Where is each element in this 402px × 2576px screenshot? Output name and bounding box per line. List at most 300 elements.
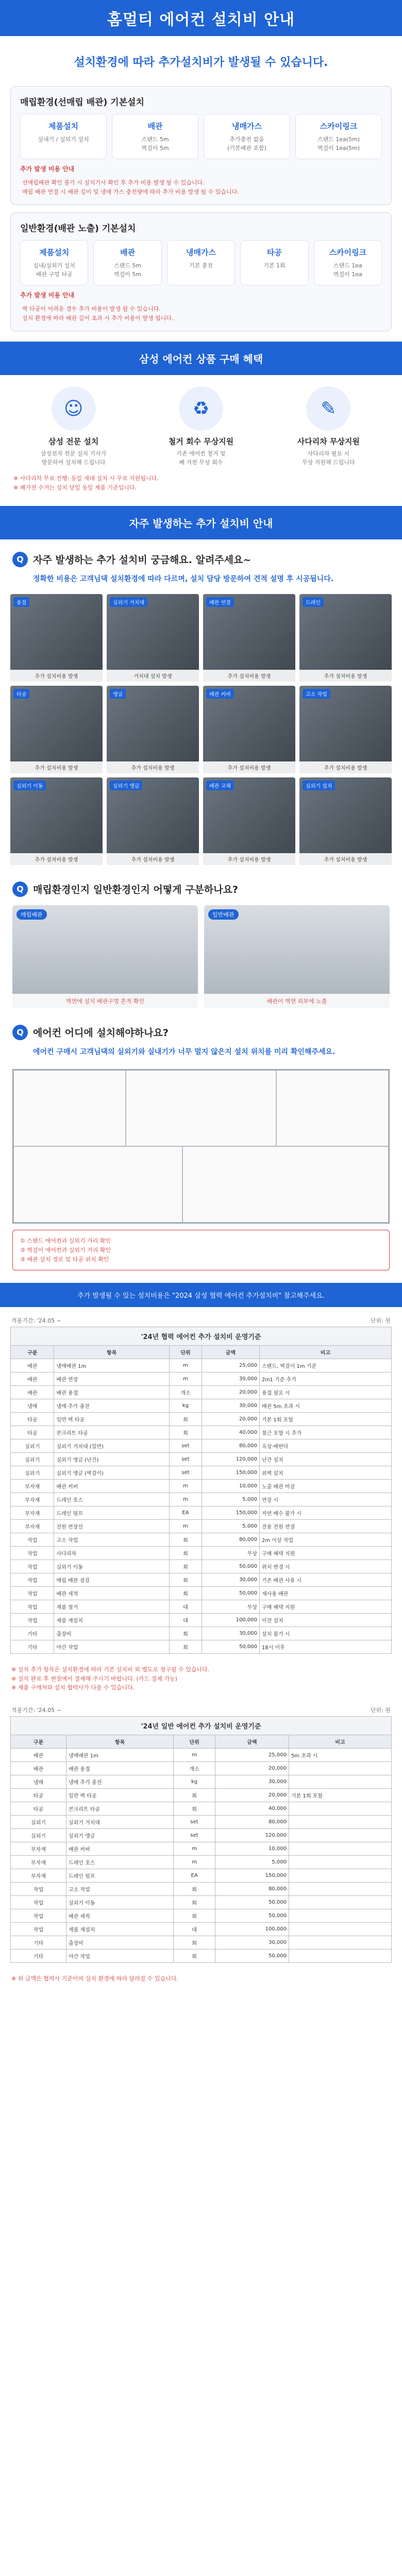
table-cell: 배관 [11, 1761, 66, 1775]
install-photo [10, 594, 103, 682]
table-cell: 무상 [202, 1600, 259, 1614]
install-photo [299, 686, 392, 773]
table-row [11, 1627, 392, 1640]
table-cell: 회 [169, 1587, 202, 1600]
intro-text: 설치환경에 따라 추가설치비가 발생될 수 있습니다. [74, 56, 328, 69]
table-cell: 기타 [11, 1949, 66, 1962]
table-cell: 위치 변경 시 [259, 1560, 391, 1573]
table-cell: 배관 용접 [66, 1761, 173, 1775]
table-cell: 40,000 [215, 1802, 289, 1815]
table-cell: m [174, 1855, 215, 1869]
table-cell: 타공 [11, 1802, 66, 1815]
photo-caption: 추가 설치비용 발생 [203, 761, 295, 773]
table-cell: 출장비 [66, 1936, 173, 1949]
basic-card [295, 114, 382, 159]
pricing-table-1-period: 적용기간: '24.05 ~ [11, 1317, 61, 1325]
table-cell: 스탠드, 벽걸이 1m 기준 [259, 1359, 391, 1372]
pricing-note-line: ※ 설치 완료 후 현장에서 결제해 주시기 바랍니다. (카드 결제 가능) [11, 1675, 177, 1682]
table-cell: 야간 작업 [54, 1640, 169, 1654]
card-title: 타공 [266, 248, 282, 258]
table-cell: m [169, 1480, 202, 1493]
q3-answer: 에어컨 구매시 고객님댁의 실외기와 실내기가 너무 멀지 않은지 설치 위치를 미리 확인해주세요. [33, 1047, 336, 1056]
table-cell: 20,000 [202, 1413, 259, 1426]
general-install-box [10, 212, 392, 331]
photo-caption: 추가 설치비용 발생 [299, 853, 392, 865]
card-desc: 기본 충전 [189, 262, 213, 269]
table-cell: 대 [174, 1922, 215, 1936]
card-title: 제품설치 [48, 122, 78, 131]
pricing-table-1 [10, 1314, 392, 1654]
q2-question [0, 869, 402, 901]
benefit-note-line: ※ 폐가전 수거는 설치 당일 동일 제품 기준입니다. [13, 484, 137, 491]
table-cell: 기존 배관 사용 시 [259, 1573, 391, 1587]
table-row [11, 1426, 392, 1439]
pricing-notes-2 [0, 1970, 402, 1988]
table-cell: 냉매 [11, 1399, 54, 1413]
table-cell: 배관 세척 [66, 1909, 173, 1922]
floor-plan-room [13, 1070, 126, 1146]
table-cell: 배관 커버 [66, 1842, 173, 1855]
photo-label: 드레인 [303, 597, 324, 607]
photo-caption: 거치대 설치 발생 [107, 670, 199, 682]
table-cell: 50,000 [215, 1909, 289, 1922]
table-cell [289, 1815, 391, 1828]
table-cell: 회 [174, 1949, 215, 1962]
table-cell: 난간 설치 [259, 1453, 391, 1466]
table-cell: kg [174, 1775, 215, 1788]
table-cell: 40,000 [202, 1426, 259, 1439]
table-cell: 회 [169, 1426, 202, 1439]
wrench-icon: ✎ [306, 386, 350, 431]
table-cell [289, 1775, 391, 1788]
table-cell: 50,000 [202, 1640, 259, 1654]
table-row [11, 1761, 392, 1775]
table-cell [289, 1909, 391, 1922]
install-photo [107, 686, 199, 773]
table-cell: 회 [169, 1640, 202, 1654]
floor-plan-room [276, 1070, 389, 1146]
table-cell: 무상 [202, 1547, 259, 1560]
benefits-list [0, 375, 402, 471]
table-cell: 100,000 [202, 1614, 259, 1627]
table-row [11, 1788, 392, 1802]
table-cell: 80,000 [202, 1439, 259, 1453]
table-cell [289, 1855, 391, 1869]
floor-note-line: ① 스탠드 에어컨과 실외기 거리 확인 [20, 1238, 111, 1245]
general-card [314, 240, 382, 285]
extra-cost-heading: 자주 발생하는 추가 설치비 안내 [0, 506, 402, 539]
table-cell: 대 [169, 1600, 202, 1614]
table-cell: set [169, 1439, 202, 1453]
pricing-notes-1 [0, 1661, 402, 1697]
basic-note-heading: 추가 발생 비용 안내 [20, 165, 75, 173]
benefit-desc: 사다리차 필요 시 무상 지원해 드립니다 [302, 450, 355, 466]
card-title: 냉매가스 [186, 248, 216, 258]
card-title: 배관 [120, 248, 136, 258]
install-photo [10, 686, 103, 773]
card-desc: 기본 1회 [263, 262, 286, 269]
table-row [11, 1560, 392, 1573]
table-cell: 18시 이후 [259, 1640, 391, 1654]
table-cell: 부자재 [11, 1493, 54, 1506]
table-cell [289, 1802, 391, 1815]
table-row [11, 1493, 392, 1506]
table-cell [289, 1895, 391, 1909]
table-cell: 실외기 [11, 1439, 54, 1453]
table-cell: 120,000 [215, 1828, 289, 1842]
pricing-table-1-unit: 단위: 원 [370, 1317, 391, 1325]
table-row [11, 1547, 392, 1560]
table-cell: 대 [169, 1614, 202, 1627]
table-cell: m [174, 1842, 215, 1855]
benefit-title: 삼성 전문 설치 [48, 437, 99, 447]
table-header: 구분 [11, 1346, 54, 1359]
photo-label: 배관 연결 [206, 597, 234, 607]
table-cell: 120,000 [202, 1453, 259, 1466]
table-cell: 작업 [11, 1560, 54, 1573]
table-cell: 25,000 [215, 1748, 289, 1761]
table-cell: set [174, 1815, 215, 1828]
q-icon: Q [12, 882, 28, 897]
pipe-tag: 매립배관 [16, 909, 47, 920]
basic-card [20, 114, 107, 159]
pipe-tag: 일반배관 [208, 909, 239, 920]
pricing-table-2-grid [10, 1735, 392, 1963]
photo-caption: 추가 설치비용 발생 [10, 670, 103, 682]
table-cell: 기타 [11, 1640, 54, 1654]
photo-label: 타공 [13, 689, 29, 699]
table-row [11, 1466, 392, 1480]
person-icon: ☺ [52, 386, 96, 431]
table-cell: 30,000 [202, 1627, 259, 1640]
table-cell: 야간 작업 [66, 1949, 173, 1962]
table-cell: 실외기 [11, 1828, 66, 1842]
photo-label: 앵글 [110, 689, 126, 699]
table-row [11, 1869, 392, 1882]
benefit-desc: 삼성전자 전문 설치 기사가 방문하여 설치해 드립니다 [40, 450, 107, 466]
q3-question-text: 에어컨 어디에 설치해야하나요? [33, 1027, 169, 1039]
table-cell: 회 [174, 1909, 215, 1922]
table-row [11, 1600, 392, 1614]
photo-label: 실외기 거치대 [110, 597, 147, 607]
table-cell: 연장 시 [259, 1493, 391, 1506]
photo-caption: 추가 설치비용 발생 [203, 853, 295, 865]
table-cell: 제품 철거 [54, 1600, 169, 1614]
pricing-table-2-period: 적용기간: '24.05 ~ [11, 1706, 61, 1714]
table-header: 단위 [174, 1735, 215, 1748]
install-photo [299, 777, 392, 865]
table-cell: 회 [174, 1882, 215, 1895]
table-row [11, 1520, 392, 1533]
table-cell: 냉매배관 1m [54, 1359, 169, 1372]
table-row [11, 1413, 392, 1426]
benefit-title: 사다리차 무상지원 [297, 437, 360, 447]
table-cell: kg [169, 1399, 202, 1413]
pricing-note-line: ※ 제품 구매처와 설치 협력사가 다를 수 있습니다. [11, 1684, 135, 1691]
table-cell: 옥상·베란다 [259, 1439, 391, 1453]
table-cell: 회 [169, 1573, 202, 1587]
table-cell: 일반 벽 타공 [66, 1788, 173, 1802]
table-cell: 5,000 [202, 1493, 259, 1506]
table-cell: 냉매 추가 충전 [54, 1399, 169, 1413]
table-cell: EA [174, 1869, 215, 1882]
table-cell: 실외기 [11, 1453, 54, 1466]
pricing-table-2-meta [10, 1704, 392, 1716]
note-line: 설치 환경에 따라 배관 길이 초과 시 추가 비용이 발생 됩니다. [22, 314, 174, 321]
install-photo [203, 777, 295, 865]
pipe-type-examples [0, 901, 402, 1012]
table-cell: 부자재 [11, 1506, 54, 1520]
table-cell: EA [169, 1506, 202, 1520]
table-header: 항목 [54, 1346, 169, 1359]
table-header: 구분 [11, 1735, 66, 1748]
table-row [11, 1506, 392, 1520]
table-row [11, 1386, 392, 1399]
photo-caption: 추가 설치비용 발생 [107, 761, 199, 773]
photo-label: 배관 교체 [206, 781, 234, 790]
table-cell: 전용 전원 연결 [259, 1520, 391, 1533]
photo-label: 고소 작업 [303, 689, 330, 699]
photo-label: 실외기 앵글 [110, 781, 142, 790]
photo-label: 실외기 설치 [303, 781, 335, 790]
table-cell: 배관 용접 [54, 1386, 169, 1399]
table-cell: 5,000 [202, 1520, 259, 1533]
table-cell: 20,000 [215, 1761, 289, 1775]
basic-card [112, 114, 198, 159]
table-row [11, 1453, 392, 1466]
benefit-title: 철거 회수 무상지원 [168, 437, 234, 447]
benefit-item [141, 386, 261, 467]
table-cell: 타공 [11, 1788, 66, 1802]
table-row [11, 1439, 392, 1453]
pipe-example [204, 905, 390, 1008]
table-header: 금액 [202, 1346, 259, 1359]
q2-question-text: 매립환경인지 일반환경인지 어떻게 구분하나요? [33, 884, 238, 896]
photo-caption: 추가 설치비용 발생 [10, 761, 103, 773]
table-cell: 배관 5m 초과 시 [259, 1399, 391, 1413]
install-photo [203, 686, 295, 773]
table-cell: 드레인 호스 [66, 1855, 173, 1869]
table-cell: 30,000 [202, 1372, 259, 1386]
table-cell: 자연 배수 불가 시 [259, 1506, 391, 1520]
table-cell: 기타 [11, 1936, 66, 1949]
table-cell: 배관 [11, 1372, 54, 1386]
pricing-table-1-grid [10, 1345, 392, 1654]
table-cell: 배관 세척 [54, 1587, 169, 1600]
table-cell: 실외기 앵글 [66, 1828, 173, 1842]
q-icon: Q [12, 552, 28, 567]
pricing-reference-bar: 추가 발생될 수 있는 설치비용은 "2024 삼성 협력 에어컨 추가설치비" 참고해주세요. [0, 1283, 402, 1307]
table-cell: 제품 재설치 [54, 1614, 169, 1627]
table-cell: 30,000 [215, 1936, 289, 1949]
table-cell: 80,000 [215, 1882, 289, 1895]
floor-plan-room [13, 1146, 182, 1223]
table-row [11, 1922, 392, 1936]
table-cell: 노출 배관 마감 [259, 1480, 391, 1493]
table-cell: 출장비 [54, 1627, 169, 1640]
pricing-note-line: ※ 설치 추가 항목은 설치환경에 따라 기본 설치비 외 별도로 청구될 수 있습니다. [11, 1666, 210, 1673]
table-header: 비고 [289, 1735, 391, 1748]
table-cell: 회 [174, 1936, 215, 1949]
card-title: 제품설치 [39, 248, 70, 258]
table-cell: 이전 설치 [259, 1614, 391, 1627]
table-row [11, 1895, 392, 1909]
table-cell: 타공 [11, 1413, 54, 1426]
q1-answer: 정확한 비용은 고객님댁 설치환경에 따라 다르며, 설치 담당 방문하여 견적 설명 후 시공됩니다. [33, 574, 334, 583]
install-photo [107, 594, 199, 682]
table-row [11, 1882, 392, 1895]
photo-label: 실외기 이동 [13, 781, 46, 790]
table-cell: 실외기 앵글 (벽걸이) [54, 1466, 169, 1480]
table-row [11, 1855, 392, 1869]
table-cell: 실외기 이동 [54, 1560, 169, 1573]
q-icon: Q [12, 1025, 28, 1040]
table-cell: 작업 [11, 1547, 54, 1560]
card-desc: 실내기 / 실외기 설치 [38, 136, 89, 143]
table-header: 단위 [169, 1346, 202, 1359]
pipe-caption: 배관이 벽면 외부에 노출 [204, 994, 390, 1008]
table-cell: 드레인 펌프 [66, 1869, 173, 1882]
table-cell [289, 1949, 391, 1962]
table-cell: 설치 불가 시 [259, 1627, 391, 1640]
table-row [11, 1614, 392, 1627]
install-photo [203, 594, 295, 682]
photo-caption: 추가 설치비용 발생 [203, 670, 295, 682]
table-cell: 콘크리트 타공 [54, 1426, 169, 1439]
photo-label: 배관 커버 [206, 689, 234, 699]
floor-plan-room [182, 1146, 389, 1223]
table-cell: 개소 [169, 1386, 202, 1399]
table-cell: set [169, 1453, 202, 1466]
benefit-item [269, 386, 389, 467]
table-cell: 배관 [11, 1359, 54, 1372]
table-cell: 부자재 [11, 1869, 66, 1882]
general-card [240, 240, 308, 285]
photo-caption: 추가 설치비용 발생 [10, 853, 103, 865]
table-cell: 50,000 [215, 1949, 289, 1962]
table-cell: 부자재 [11, 1520, 54, 1533]
basic-install-box [10, 86, 392, 205]
table-cell: 회 [174, 1788, 215, 1802]
card-title: 스카이링크 [329, 248, 367, 258]
pricing-table-2-unit: 단위: 원 [370, 1706, 391, 1714]
table-cell: 고소 작업 [54, 1533, 169, 1547]
table-cell: 150,000 [215, 1869, 289, 1882]
card-title: 배관 [147, 122, 163, 131]
floor-plan [12, 1069, 390, 1224]
table-cell [289, 1828, 391, 1842]
table-cell: 배관 [11, 1748, 66, 1761]
table-cell: 철근 포함 시 추가 [259, 1426, 391, 1439]
table-cell: 용접 필요 시 [259, 1386, 391, 1399]
basic-notes [22, 178, 380, 196]
table-cell: 부자재 [11, 1480, 54, 1493]
table-cell: 5m 초과 시 [289, 1748, 391, 1761]
table-cell: 작업 [11, 1600, 54, 1614]
note-line: 선매립배관 확인 불가 시 설치기사 확인 후 추가 비용 발생 될 수 있습니다. [22, 179, 205, 186]
table-cell [289, 1842, 391, 1855]
install-photo [107, 777, 199, 865]
table-cell: 작업 [11, 1882, 66, 1895]
table-row [11, 1533, 392, 1547]
table-cell: 외벽 설치 [259, 1466, 391, 1480]
table-cell: set [169, 1466, 202, 1480]
table-cell: 100,000 [215, 1922, 289, 1936]
table-cell: 재사용 배관 [259, 1587, 391, 1600]
general-card [93, 240, 161, 285]
table-cell: 25,000 [202, 1359, 259, 1372]
general-card [167, 240, 235, 285]
table-cell: 개소 [174, 1761, 215, 1775]
table-cell: 20,000 [215, 1788, 289, 1802]
pricing-table-2 [10, 1704, 392, 1963]
basic-install-title: 매립환경(선매립 배관) 기본설치 [20, 97, 144, 108]
card-desc: 스탠드 1ea(5m) 벽걸이 1ea(5m) [317, 136, 360, 151]
table-cell: 30,000 [215, 1775, 289, 1788]
table-cell: 회 [174, 1895, 215, 1909]
table-cell: 회 [169, 1533, 202, 1547]
table-cell: 작업 [11, 1573, 54, 1587]
table-cell: 80,000 [202, 1533, 259, 1547]
table-cell: 타공 [11, 1426, 54, 1439]
table-row [11, 1480, 392, 1493]
floor-plan-notes [12, 1230, 390, 1270]
table-cell: 실외기 이동 [66, 1895, 173, 1909]
pricing-table-1-title: '24년 협력 에어컨 추가 설치비 운영기준 [10, 1327, 392, 1345]
table-row [11, 1573, 392, 1587]
table-cell: 2in1 기준 추가 [259, 1372, 391, 1386]
general-note-heading: 추가 발생 비용 안내 [20, 292, 75, 299]
table-cell: 150,000 [202, 1466, 259, 1480]
table-cell: 드레인 호스 [54, 1493, 169, 1506]
table-cell: 50,000 [202, 1587, 259, 1600]
table-cell: m [169, 1359, 202, 1372]
benefit-notes [0, 471, 402, 495]
table-cell: 드레인 펌프 [54, 1506, 169, 1520]
table-cell: 10,000 [202, 1480, 259, 1493]
table-row [11, 1372, 392, 1386]
table-cell: 회 [169, 1627, 202, 1640]
table-cell: 배관 [11, 1386, 54, 1399]
table-cell: 20,000 [202, 1386, 259, 1399]
benefit-note-line: ※ 사다리차 무료 진행: 동일 세대 설치 시 무료 지원됩니다. [13, 475, 159, 482]
basic-card [204, 114, 290, 159]
table-row [11, 1828, 392, 1842]
table-cell: 회 [169, 1547, 202, 1560]
table-cell: 작업 [11, 1614, 54, 1627]
table-row [11, 1640, 392, 1654]
table-header: 금액 [215, 1735, 289, 1748]
table-cell: 실외기 거치대 (일반) [54, 1439, 169, 1453]
card-desc: 스탠드 5m 벽걸이 5m [141, 136, 169, 151]
table-row [11, 1748, 392, 1761]
general-notes [22, 304, 380, 323]
photo-caption: 추가 설치비용 발생 [107, 853, 199, 865]
table-cell: 실외기 앵글 (난간) [54, 1453, 169, 1466]
table-cell: 50,000 [202, 1560, 259, 1573]
table-cell: m [169, 1372, 202, 1386]
table-row [11, 1399, 392, 1413]
table-cell: 작업 [11, 1895, 66, 1909]
table-cell: 구매 혜택 지원 [259, 1547, 391, 1560]
card-desc: 스탠드 1ea 벽걸이 1ea [333, 262, 362, 278]
table-cell: 기타 [11, 1627, 54, 1640]
table-row [11, 1359, 392, 1372]
table-cell: 30,000 [202, 1573, 259, 1587]
card-title: 스카이링크 [320, 122, 358, 131]
benefits-heading: 삼성 에어컨 상품 구매 혜택 [0, 342, 402, 375]
note-line: 매립 배관 연결 시 배관 길이 및 냉매 가스 충전량에 따라 추가 비용 발생 될 수 있습니다. [22, 188, 239, 195]
